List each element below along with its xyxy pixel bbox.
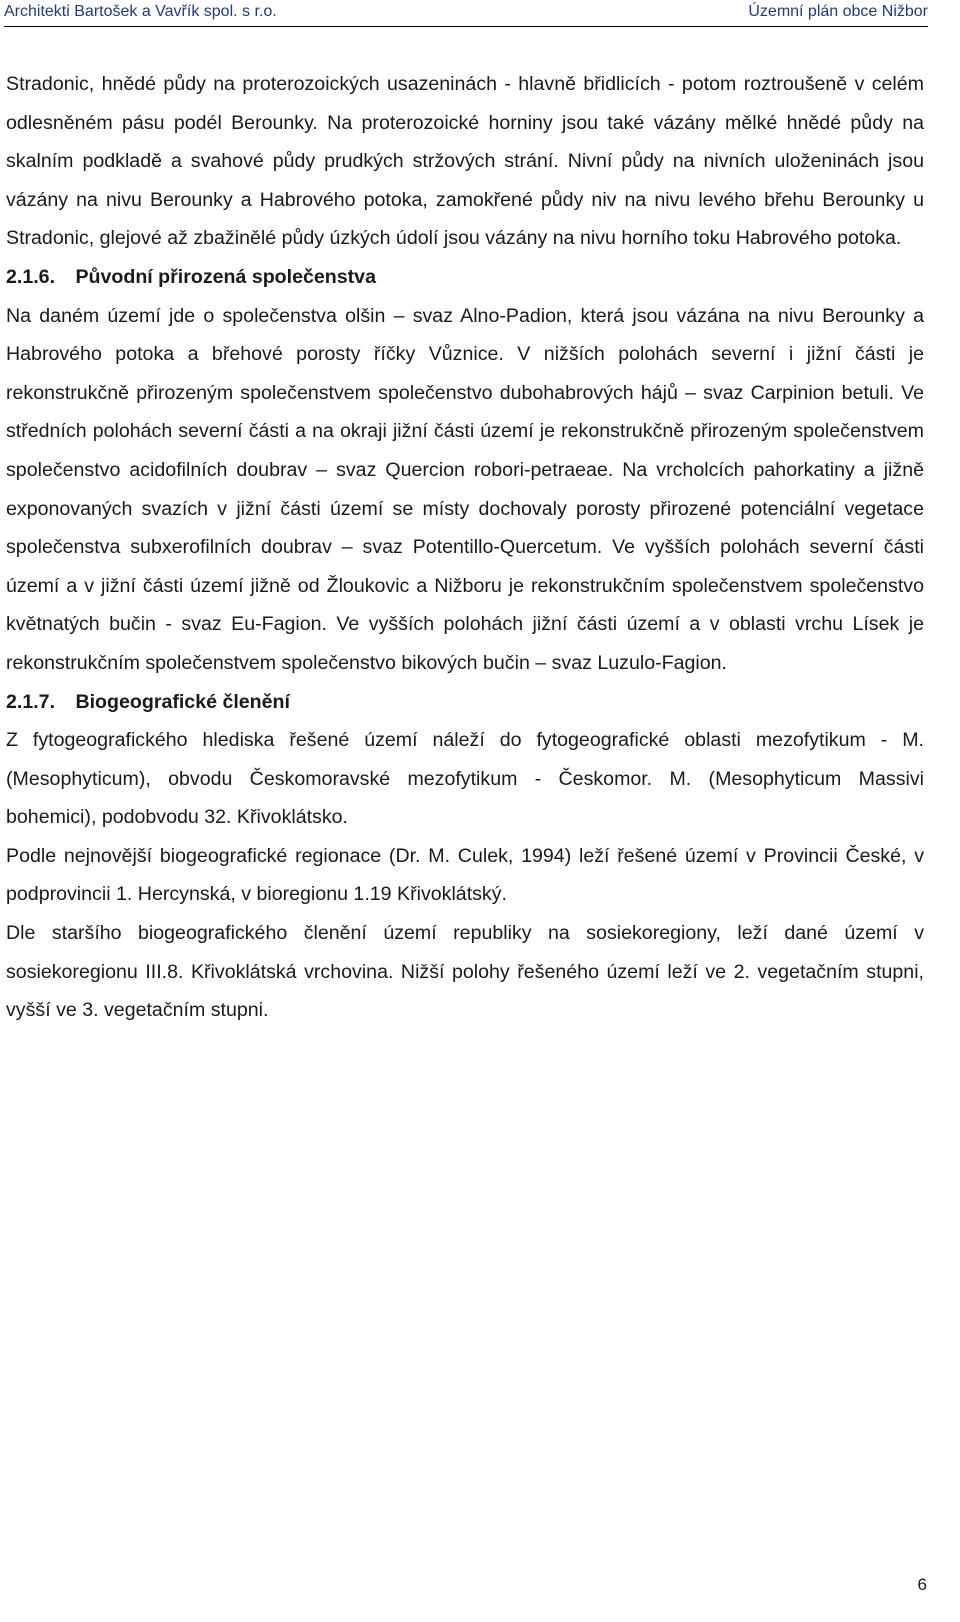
page-header	[4, 0, 928, 27]
document-body	[6, 65, 924, 1030]
paragraph-ecoregions: Dle staršího biogeografického členění území republiky na sosiekoregiony, leží dané území v sosiekoregionu III.8. Křivoklátská vrchovina. Nižší polohy řešeného území leží ve 2. vegetačním stupni, vyšší ve 3. vegetačním stupni.	[6, 922, 924, 1022]
section-title: Biogeografické členění	[75, 690, 290, 713]
paragraph-phytogeography: Z fytogeografického hlediska řešené území náleží do fytogeografické oblasti mezofytikum - M. (Mesophyticum), obvodu Českomoravské mezofytikum - Českomor. M. (Mesophyticum Massivi bohemici), podobvodu 32. Křivoklátsko.	[6, 729, 924, 829]
paragraph-biogeographic-regionalization: Podle nejnovější biogeografické regionace (Dr. M. Culek, 1994) leží řešené území v Provincii České, v podprovincii 1. Hercynská, v bioregionu 1.19 Křivoklátský.	[6, 844, 924, 906]
section-number: 2.1.7.	[6, 690, 56, 713]
paragraph-soils: Stradonic, hnědé půdy na proterozoických usazeninách - hlavně břidlicích - potom roztroušeně v celém odlesněném pásu podél Berounky. Na proterozoické horniny jsou také vázány mělké hnědé půdy na skalním podkladě a svahové půdy prudkých stržových strání. Nivní půdy na nivních uloženinách jsou vázány na nivu Berounky a Habrového potoka, zamokřené půdy niv na nivu levého břehu Berounky u Stradonic, glejové až zbažinělé půdy úzkých údolí jsou vázány na nivu horního toku Habrového potoka.	[6, 73, 924, 250]
section-heading-2-1-7	[6, 683, 924, 722]
header-document-title: Územní plán obce Nižbor	[748, 3, 928, 20]
section-number: 2.1.6.	[6, 265, 56, 288]
header-company: Architekti Bartošek a Vavřík spol. s r.o.	[4, 3, 277, 20]
section-title: Původní přirozená společenstva	[75, 265, 376, 288]
section-heading-2-1-6	[6, 258, 924, 297]
paragraph-vegetation: Na daném území jde o společenstva olšin – svaz Alno-Padion, která jsou vázána na nivu Berounky a Habrového potoka a břehové porosty říčky Vůznice. V nižších polohách severní i jižní části je rekonstrukčně přirozeným společenstvem společenstvo dubohabrových hájů – svaz Carpinion betuli. Ve středních polohách severní části a na okraji jižní části území je rekonstrukčně přirozeným společenstvem společenstvo acidofilních doubrav – svaz Quercion robori-petraeae. Na vrcholcích pahorkatiny a jižně exponovaných svazích v jižní části území se místy dochovaly porosty přirozené potenciální vegetace společenstva subxerofilních doubrav – svaz Potentillo-Quercetum. Ve vyšších polohách severní části území a v jižní části území jižně od Žloukovic a Nižboru je rekonstrukčním společenstvem společenstvo květnatých bučin - svaz Eu-Fagion. Ve vyšších polohách jižní části území a v oblasti vrchu Lísek je rekonstrukčním společenstvem společenstvo bikových bučin – svaz Luzulo-Fagion.	[6, 304, 924, 674]
page-number: 6	[917, 1575, 927, 1594]
